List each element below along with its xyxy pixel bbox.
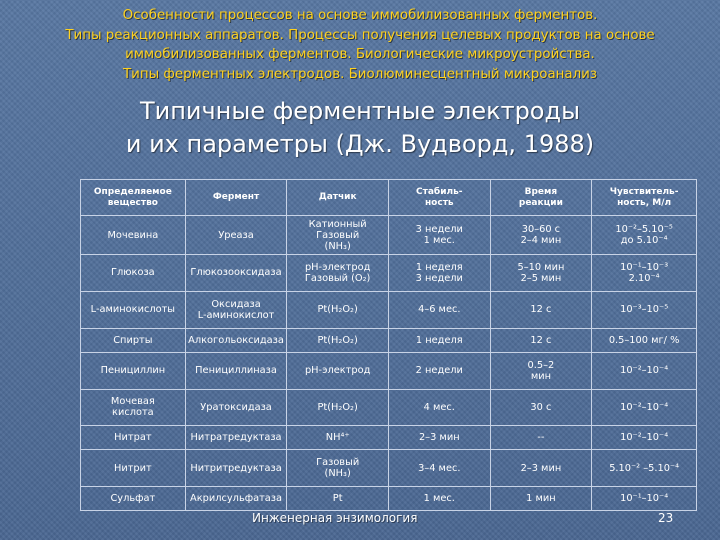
table-cell: 3 недели 1 мес.	[388, 216, 490, 255]
footer-course-title: Инженерная энзимология	[252, 511, 418, 525]
table-cell: L-аминокислоты	[81, 291, 186, 328]
table-cell: Мочевая кислота	[81, 389, 186, 426]
table-row	[81, 328, 697, 352]
table-row	[81, 291, 697, 328]
table-cell: 10⁻²–5.10⁻⁵ до 5.10⁻⁴	[592, 216, 697, 255]
table-cell: 10⁻²–10⁻⁴	[592, 352, 697, 389]
table-cell: 10⁻¹–10⁻³ 2.10⁻⁴	[592, 255, 697, 292]
column-header-sensitivity: Чувствитель- ность, М/л	[592, 180, 697, 216]
header-line: Типы реакционных аппаратов. Процессы получения целевых продуктов на основе	[65, 27, 655, 43]
table-cell: Оксидаза L-аминокислот	[185, 291, 287, 328]
table-cell: 10⁻²–10⁻⁴	[592, 389, 697, 426]
table-cell: Сульфат	[81, 487, 186, 511]
table-cell: NH⁴⁺	[287, 426, 389, 450]
column-header-stability: Стабиль- ность	[388, 180, 490, 216]
table-cell: Алкогольоксидаза	[185, 328, 287, 352]
table-cell: 10⁻³–10⁻⁵	[592, 291, 697, 328]
table-row	[81, 389, 697, 426]
table-cell: 0.5–2 мин	[490, 352, 592, 389]
table-cell: 5–10 мин 2–5 мин	[490, 255, 592, 292]
table-cell: 1 неделя 3 недели	[388, 255, 490, 292]
slide-header	[0, 6, 720, 84]
table-cell: Глюкоза	[81, 255, 186, 292]
column-header-enzyme: Фермент	[185, 180, 287, 216]
column-header-response-time: Время реакции	[490, 180, 592, 216]
page-number: 23	[658, 511, 674, 525]
table-cell: Катионный Газовый (NH₃)	[287, 216, 389, 255]
table-cell: 12 с	[490, 328, 592, 352]
table-cell: Pt(H₂O₂)	[287, 291, 389, 328]
table-cell: 10⁻¹–10⁻⁴	[592, 487, 697, 511]
table-header-row	[81, 180, 697, 216]
table-cell: 4–6 мес.	[388, 291, 490, 328]
table-cell: Пенициллин	[81, 352, 186, 389]
table-cell: 10⁻²–10⁻⁴	[592, 426, 697, 450]
table-cell: Уратоксидаза	[185, 389, 287, 426]
table-cell: Нитратредуктаза	[185, 426, 287, 450]
column-header-sensor: Датчик	[287, 180, 389, 216]
table-cell: Нитрат	[81, 426, 186, 450]
table-cell: Мочевина	[81, 216, 186, 255]
table-cell: Уреаза	[185, 216, 287, 255]
slide-title	[0, 95, 720, 161]
table-cell: pH-электрод	[287, 352, 389, 389]
table-cell: Нитрит	[81, 450, 186, 487]
table-row	[81, 352, 697, 389]
table-cell: 1 неделя	[388, 328, 490, 352]
table-row	[81, 216, 697, 255]
table-cell: 2–3 мин	[490, 450, 592, 487]
title-line: Типичные ферментные электроды	[139, 97, 581, 125]
table-cell: 1 мес.	[388, 487, 490, 511]
table-cell: 5.10⁻² –5.10⁻⁴	[592, 450, 697, 487]
table-row	[81, 426, 697, 450]
table-cell: 2–3 мин	[388, 426, 490, 450]
table-cell: Акрилсульфатаза	[185, 487, 287, 511]
table-cell: 30–60 с 2–4 мин	[490, 216, 592, 255]
table-cell: Глюкозооксидаза	[185, 255, 287, 292]
table-row	[81, 255, 697, 292]
title-line: и их параметры (Дж. Вудворд, 1988)	[125, 130, 595, 158]
table-cell: Pt(H₂O₂)	[287, 389, 389, 426]
enzyme-electrodes-table	[80, 179, 697, 511]
table-cell: Нитритредуктаза	[185, 450, 287, 487]
table-cell: Спирты	[81, 328, 186, 352]
table-cell: 30 с	[490, 389, 592, 426]
table-row	[81, 450, 697, 487]
table-cell: pH-электрод Газовый (O₂)	[287, 255, 389, 292]
table-cell: Pt(H₂O₂)	[287, 328, 389, 352]
table-cell: 1 мин	[490, 487, 592, 511]
header-line: Особенности процессов на основе иммобилизованных ферментов.	[122, 8, 598, 23]
header-line: иммобилизованных ферментов. Биологические микроустройства.	[125, 47, 595, 62]
table-row	[81, 487, 697, 511]
table-cell: 0.5–100 мг/ %	[592, 328, 697, 352]
table-cell: Газовый (NH₃)	[287, 450, 389, 487]
table-cell: 4 мес.	[388, 389, 490, 426]
table-cell: Pt	[287, 487, 389, 511]
table-cell: Пенициллиназа	[185, 352, 287, 389]
table-cell: --	[490, 426, 592, 450]
column-header-analyte: Определяемое вещество	[81, 180, 186, 216]
header-line: Типы ферментных электродов. Биолюминесцентный микроанализ	[122, 66, 598, 82]
table-cell: 12 с	[490, 291, 592, 328]
table-cell: 2 недели	[388, 352, 490, 389]
table-cell: 3–4 мес.	[388, 450, 490, 487]
